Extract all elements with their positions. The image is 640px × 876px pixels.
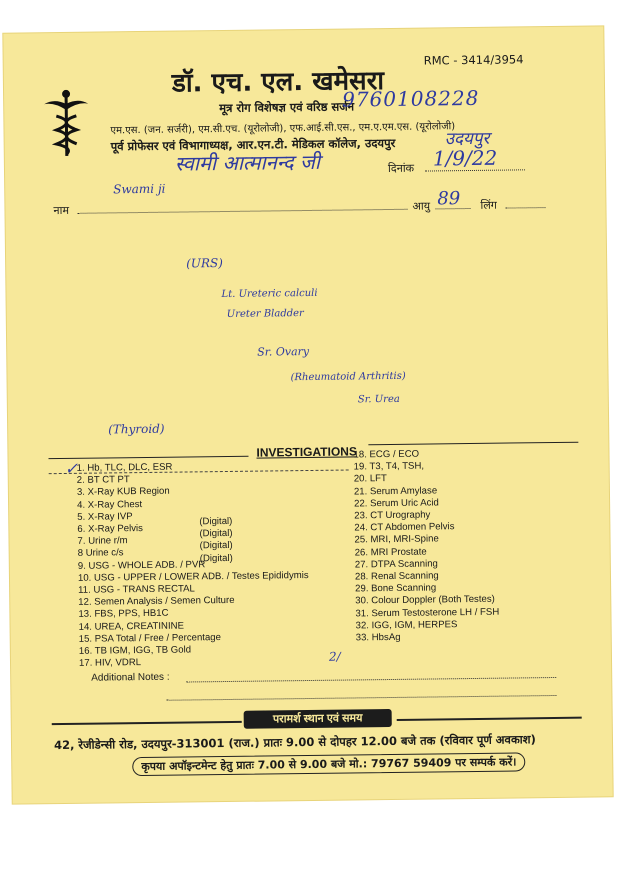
investigation-item: 24. CT Abdomen Pelvis [354, 521, 455, 534]
investigation-item: 33. HbsAg [355, 631, 401, 644]
name-label: नाम [53, 203, 70, 218]
investigation-item: 16. TB IGM, IGG, TB Gold [78, 644, 192, 657]
additional-notes-label: Additional Notes : [91, 671, 170, 684]
investigations-right-list [353, 448, 499, 645]
investigation-item: 12. Semen Analysis / Semen Culture [78, 595, 235, 609]
note-line-6: Sr. Urea [357, 393, 400, 406]
investigation-item: 29. Bone Scanning [355, 582, 437, 595]
investigation-item: 8 Urine c/s [77, 547, 124, 560]
footer-address: 42, रेजीडेन्सी रोड, उदयपुर-313001 (राज.) प्रातः 9.00 से दोपहर 12.00 बजे तक (रविवार पूर्ण अवकाश) [53, 732, 536, 753]
additional-notes-line-1 [186, 677, 556, 683]
date-handwritten: 1/9/22 [432, 145, 498, 171]
investigation-item: 20. LFT [353, 473, 387, 485]
digital-label: (Digital) [199, 515, 233, 528]
prescription-sheet [3, 26, 612, 803]
footer-rule-left [52, 721, 242, 725]
caduceus-icon [42, 88, 91, 159]
age-label: आयु [412, 199, 431, 213]
footer-band: परामर्श स्थान एवं समय [244, 709, 392, 729]
specialty: मूत्र रोग विशेषज्ञ एवं वरिष्ठ सर्जन [219, 99, 355, 116]
investigation-item: 19. T3, T4, TSH, [353, 460, 425, 473]
note-line-3: Ureter Bladder [226, 308, 304, 320]
investigation-item: 28. Renal Scanning [354, 570, 439, 583]
checkmark-icon: 2/ [328, 649, 341, 664]
sex-label: लिंग [480, 198, 498, 212]
investigation-item: 6. X-Ray Pelvis [77, 523, 144, 535]
note-line-1: (URS) [186, 256, 223, 271]
investigation-item: 25. MRI, MRI-Spine [354, 533, 439, 546]
name-line [78, 209, 408, 214]
investigation-item: 23. CT Urography [354, 509, 431, 522]
investigation-item: 30. Colour Doppler (Both Testes) [355, 594, 495, 607]
note-line-5: (Rheumatoid Arthritis) [290, 370, 406, 384]
investigations-heading: INVESTIGATIONS [256, 444, 357, 460]
investigation-item: 14. UREA, CREATININE [78, 620, 185, 633]
investigation-item: 22. Serum Uric Acid [354, 497, 439, 510]
investigation-item: 3. X-Ray KUB Region [76, 486, 170, 499]
investigations-left-list [77, 460, 310, 670]
date-label: दिनांक [387, 161, 415, 176]
investigation-item: 17. HIV, VDRL [78, 657, 142, 670]
investigation-item: 7. Urine r/m [77, 535, 128, 548]
phone-handwritten: 9760108228 [342, 85, 480, 112]
investigation-item: 27. DTPA Scanning [354, 558, 438, 571]
investigation-item: 26. MRI Prostate [354, 546, 427, 559]
investigation-item: 5. X-Ray IVP [77, 510, 133, 523]
investigation-item: 10. USG - UPPER / LOWER ADB. / Testes Epididymis [77, 569, 309, 584]
note-line-4: Sr. Ovary [257, 344, 310, 359]
sr-handwritten: Swami ji [113, 181, 166, 197]
investigation-item: 1. Hb, TLC, DLC, ESR [76, 461, 173, 474]
note-line-2: Lt. Ureteric calculi [221, 287, 318, 301]
position-handwritten: उदयपुर [444, 128, 490, 150]
investigation-item: 11. USG - TRANS RECTAL [78, 583, 195, 596]
digital-label: (Digital) [199, 552, 233, 564]
note-line-7: (Thyroid) [108, 421, 165, 437]
age-handwritten: 89 [437, 188, 461, 210]
investigation-item: 32. IGG, IGM, HERPES [355, 619, 458, 632]
investigation-item: 18. ECG / ECO [353, 448, 420, 461]
footer-appointment: कृपया अपॉइन्टमेन्ट हेतु प्रातः 7.00 से 9.00 बजे मो.: 79767 59409 पर सम्पर्क करें। [132, 752, 525, 776]
additional-notes-line-2 [166, 695, 556, 701]
checkmark-icon: ✓ [64, 458, 79, 478]
position: पूर्व प्रोफेसर एवं विभागाध्यक्ष, आर.एन.टी. मेडिकल कॉलेज, उदयपुर [110, 135, 396, 154]
investigation-item: 13. FBS, PPS, HB1C [78, 608, 169, 621]
patient-name-handwritten: स्वामी आत्मानन्द जी [174, 149, 321, 176]
doctor-name: डॉ. एच. एल. खमेसरा [171, 66, 385, 99]
digital-label: (Digital) [199, 540, 233, 552]
investigation-item: 15. PSA Total / Free / Percentage [78, 631, 221, 645]
sex-line [505, 207, 545, 208]
qualifications: एम.एस. (जन. सर्जरी), एम.सी.एच. (यूरोलोजी), एफ.आई.सी.एस., एम.ए.एम.एस. (यूरोलोजी) [110, 121, 456, 137]
investigations-rule-left [49, 456, 249, 459]
investigation-item: 4. X-Ray Chest [77, 498, 143, 511]
rmc-number: RMC - 3414/3954 [423, 52, 524, 68]
investigations-rule-right [368, 442, 578, 446]
investigation-item: 9. USG - WHOLE ADB. / PVR [77, 558, 206, 572]
investigation-item: 21. Serum Amylase [353, 485, 438, 498]
investigation-item: 2. BT CT PT [76, 474, 130, 487]
digital-label: (Digital) [199, 528, 233, 540]
digital-labels [199, 516, 233, 565]
investigation-item: 31. Serum Testosterone LH / FSH [355, 606, 500, 620]
footer-rule-right [397, 717, 582, 721]
